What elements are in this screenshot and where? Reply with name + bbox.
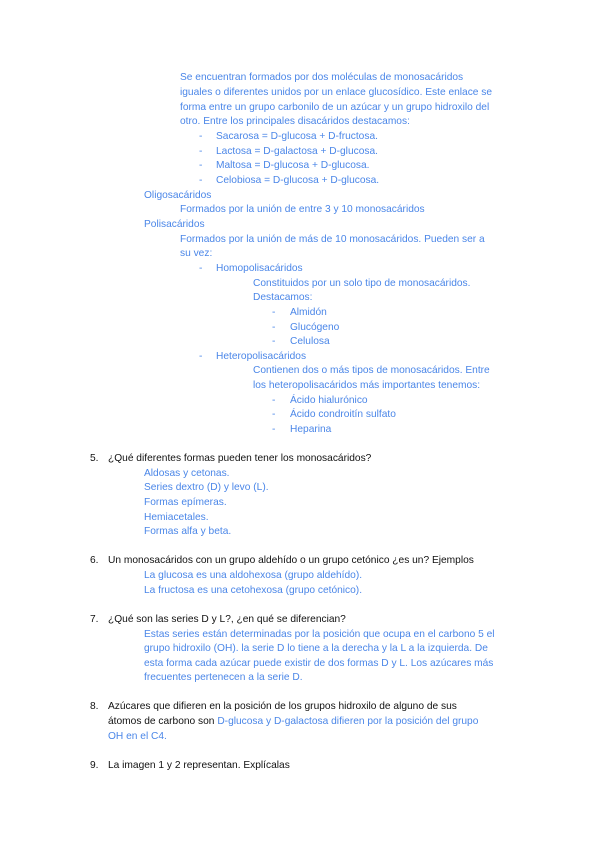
- answer-line: La glucosa es una aldohexosa (grupo aldehído).: [144, 570, 363, 581]
- heteropolisacaridos-description-line: Contienen dos o más tipos de monosacáridos. Entre: [253, 365, 490, 376]
- answer-line: grupo hidroxilo (OH). la serie D lo tiene a la derecha y la L a la izquierda. De: [144, 643, 488, 654]
- answer-line: Formas alfa y beta.: [144, 526, 232, 537]
- list-dash: -: [199, 351, 203, 362]
- answer-line: OH en el C4.: [108, 731, 167, 742]
- answer-line: Formas epímeras.: [144, 497, 227, 508]
- list-item: Maltosa = D-glucosa + D-glucosa.: [216, 160, 370, 171]
- polisacaridos-title: Polisacáridos: [144, 219, 205, 230]
- list-dash: -: [199, 146, 203, 157]
- answer-line: Hemiacetales.: [144, 512, 209, 523]
- list-dash: -: [272, 322, 276, 333]
- list-dash: -: [272, 307, 276, 318]
- polisacaridos-description-line: su vez:: [180, 248, 213, 259]
- homopolisacaridos-description: Constituidos por un solo tipo de monosacáridos.: [253, 278, 471, 289]
- heteropolisacaridos-title: Heteropolisacáridos: [216, 351, 307, 362]
- answer-line: Aldosas y cetonas.: [144, 468, 230, 479]
- question-number: 7.: [90, 614, 99, 625]
- disacaridos-line: Se encuentran formados por dos moléculas de monosacáridos: [180, 72, 464, 83]
- list-item: Glucógeno: [290, 322, 340, 333]
- question-text: átomos de carbono son: [108, 716, 215, 727]
- list-item: Celulosa: [290, 336, 330, 347]
- list-item: Sacarosa = D-glucosa + D-fructosa.: [216, 131, 378, 142]
- question-text: ¿Qué diferentes formas pueden tener los monosacáridos?: [108, 453, 372, 464]
- list-dash: -: [199, 160, 203, 171]
- list-dash: -: [272, 409, 276, 420]
- list-dash: -: [272, 336, 276, 347]
- oligosacaridos-description: Formados por la unión de entre 3 y 10 monosacáridos: [180, 204, 425, 215]
- question-number: 6.: [90, 555, 99, 566]
- question-text: ¿Qué son las series D y L?, ¿en qué se diferencian?: [108, 614, 346, 625]
- answer-line: Series dextro (D) y levo (L).: [144, 482, 269, 493]
- disacaridos-line: otro. Entre los principales disacáridos destacamos:: [180, 116, 410, 127]
- disacaridos-line: forma entre un grupo carbonilo de un azúcar y un grupo hidroxilo del: [180, 102, 490, 113]
- list-item: Lactosa = D-galactosa + D-glucosa.: [216, 146, 378, 157]
- question-text: Un monosacáridos con un grupo aldehído o un grupo cetónico ¿es un? Ejemplos: [108, 555, 474, 566]
- answer-line: La fructosa es una cetohexosa (grupo cetónico).: [144, 585, 363, 596]
- list-item: Ácido condroitín sulfato: [290, 409, 396, 420]
- answer-line: esta forma cada azúcar puede existir de dos formas D y L. Los azúcares más: [144, 658, 494, 669]
- question-number: 9.: [90, 760, 99, 771]
- list-item: Almidón: [290, 307, 327, 318]
- question-number: 8.: [90, 701, 99, 712]
- answer-inline: D-glucosa y D-galactosa difieren por la posición del grupo: [217, 716, 479, 727]
- oligosacaridos-title: Oligosacáridos: [144, 190, 212, 201]
- heteropolisacaridos-description-line: los heteropolisacáridos más importantes tenemos:: [253, 380, 481, 391]
- question-text: Azúcares que difieren en la posición de los grupos hidroxilo de alguno de sus: [108, 701, 457, 712]
- question-text-line2: [108, 715, 478, 730]
- list-item: Ácido hialurónico: [290, 395, 368, 406]
- homopolisacaridos-title: Homopolisacáridos: [216, 263, 303, 274]
- list-dash: -: [199, 263, 203, 274]
- list-dash: -: [272, 424, 276, 435]
- answer-line: frecuentes pertenecen a la serie D.: [144, 672, 303, 683]
- homopolisacaridos-intro: Destacamos:: [253, 292, 313, 303]
- list-dash: -: [199, 131, 203, 142]
- list-item: Celobiosa = D-glucosa + D-glucosa.: [216, 175, 380, 186]
- question-number: 5.: [90, 453, 99, 464]
- list-dash: -: [199, 175, 203, 186]
- answer-line: Estas series están determinadas por la posición que ocupa en el carbono 5 el: [144, 629, 495, 640]
- disacaridos-line: iguales o diferentes unidos por un enlace glucosídico. Este enlace se: [180, 87, 493, 98]
- question-text: La imagen 1 y 2 representan. Explícalas: [108, 760, 290, 771]
- list-dash: -: [272, 395, 276, 406]
- polisacaridos-description-line: Formados por la unión de más de 10 monosacáridos. Pueden ser a: [180, 234, 485, 245]
- list-item: Heparina: [290, 424, 332, 435]
